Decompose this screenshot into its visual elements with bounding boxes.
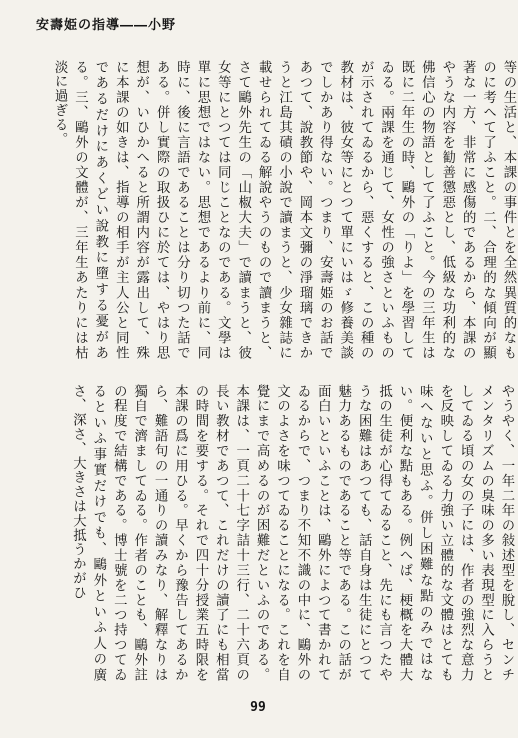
upper-text-block: 等の生活と、本課の事件とを全然異質的なものに考へて了ふこと。二、合理的な傾向が顯著な一方、非常に感傷的であるから、本課のやうな内容を勧善懲惡とし、低級な功利的な佛信心の物語として了ふこと。今の三年生は既に二年生の時、鷗外の「りよ」を學習してゐる。兩課を通じて、女性の強さといふものが示されてゐるから、惡くすると、この種の教材は、彼女等にとつて單にいはゞ修養美談でしかあり得ない。つまり、安壽姫のお話であつて、說教節や、岡本文彌の淨瑠璃できかうと江島其磧の小說で讀まうと、少女雜誌に載せられてゐる解說やうのもので讀まうと、さて鷗外先生の「山椒大夫」で讀まうと、彼女等にとつては同じことなのである。文學は單に思想ではない。思想であるより前に、同時に、後に言語であることは分り切つた話である。併し實際の取扱ひに於ては、やはり思想が、いひかへると所謂内容が露出して、殊に本課の如きは、指導の相手が主人公と同性であるだけにあくどい說教に墮する憂がある。三、鷗外の文體が、三年生あたりには枯淡に過ぎる。 xyxy=(52,60,516,360)
lower-text-block: やうやく、一年二年の敍述型を脫し、センチメンタリズムの臭味の多い表現型に入らうとしてゐる頃の女の子には、作者の強烈な意力を反映してゐる力強い立體的な文體はとても味へないと思ふ。併し困難な點のみではない。便利な點もある。例へば、梗概を大體大抵の生徒が心得てゐること、先にも言つたやうな困難はあつても、話自身は生徒にとつて魅力あるものであること等である。この話が面白いといふことは、鷗外によつて書かれてゐるからで、つまり不知不識の中に、鷗外の文のよさを味つてゐることになる。これを自覺にまで高めるのが困難だといふのである。本課は、一頁二十七字詰十三行、二十六頁の長い教材であつて、これだけの讀了にも相當の時間を要する。それで四十分授業五時限を本課の爲に用ひる。早くから豫告してあるから、難語句の一通りの讀みなり、解釋なりは獨自で濟ましてゐる。作者のことも、鷗外註の程度で結構である。博士號を二つ持つてゐるといふ事實だけでも、鷗外といふ人の廣さ、深さ、大きさは大抵うかがひ xyxy=(70,384,514,682)
page-number: 99 xyxy=(250,700,266,715)
running-header: 安壽姫の指導――小野 xyxy=(36,18,177,33)
